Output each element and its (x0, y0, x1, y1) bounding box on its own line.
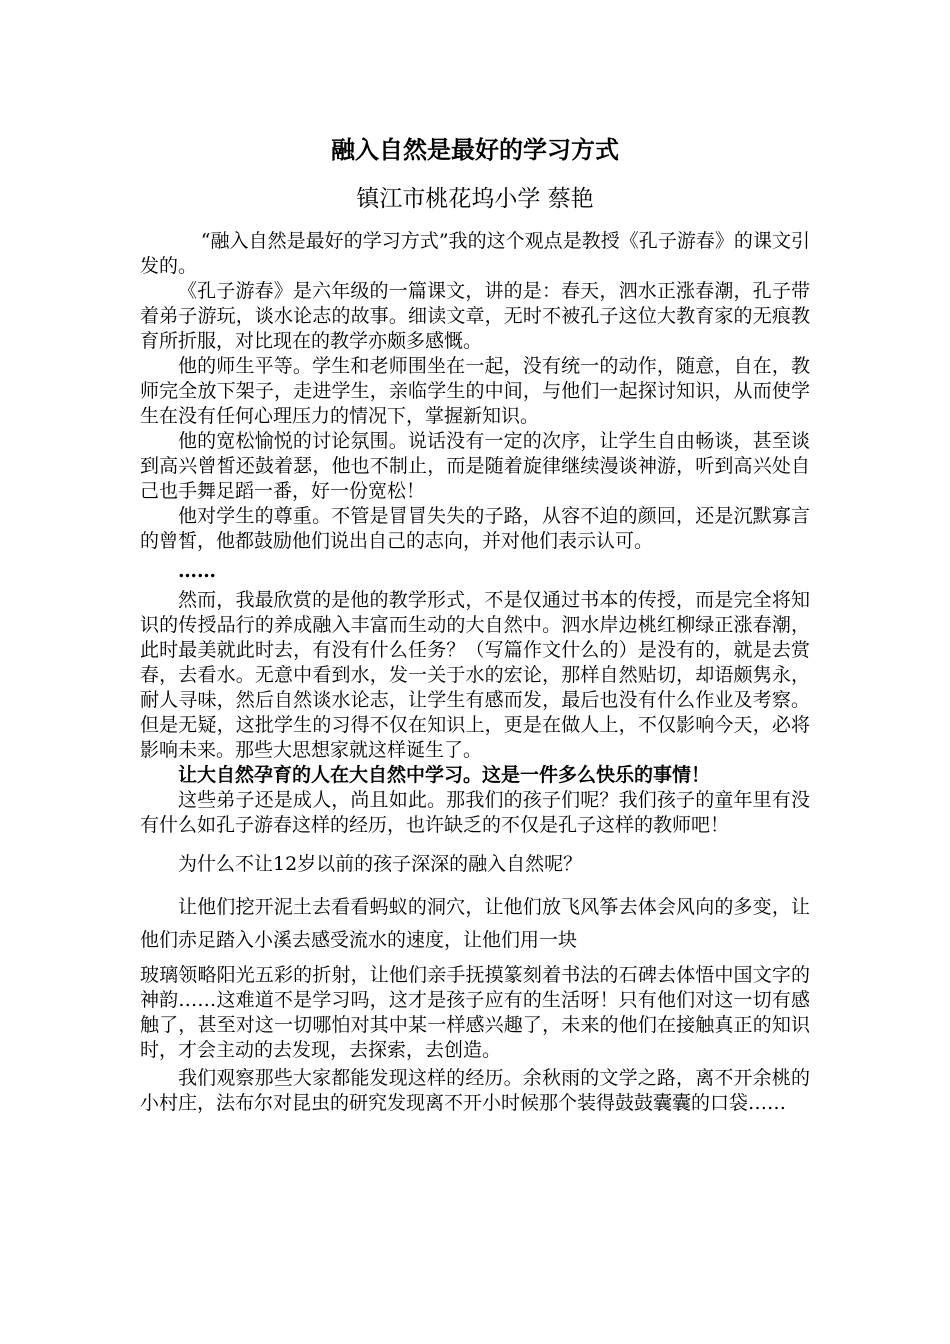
document-title: 融入自然是最好的学习方式 (331, 136, 619, 164)
paragraph-lesson-summary: 《孔子游春》是六年级的一篇课文，讲的是：春天，泗水正涨春潮，孔子带着弟子游玩，谈水论志的故事。细读文章，无时不被孔子这位大教育家的无痕教育所折服，对比现在的教学亦颇多感慨。 (140, 280, 810, 352)
document-body (140, 229, 810, 1116)
paragraph-question: 为什么不让12岁以前的孩子深深的融入自然呢？ (178, 853, 583, 875)
paragraph-activities: 让他们挖开泥土去看看蚂蚁的洞穴，让他们放飞风筝去体会风向的多变，让他们赤足踏入小溪去感受流水的速度，让他们用一块 (140, 896, 810, 951)
paragraph-equality: 他的师生平等。学生和老师围坐在一起，没有统一的动作，随意，自在，教师完全放下架子，走进学生，亲临学生的中间，与他们一起探讨知识，从而使学生在没有任何心理压力的情况下，掌握新知识。 (140, 355, 810, 427)
paragraph-activities-continued: 玻璃领略阳光五彩的折射，让他们亲手抚摸篆刻着书法的石碑去体悟中国文字的神韵……这难道不是学习吗，这才是孩子应有的生活呀！只有他们对这一切有感触了，甚至对这一切哪怕对其中某一样感兴趣了，未来的他们在接触真正的知识时，才会主动的去发现，去探索，去创造。 (140, 964, 810, 1061)
paragraph-respect: 他对学生的尊重。不管是冒冒失失的子路，从容不迫的颜回，还是沉默寡言的曾皙，他都鼓励他们说出自己的志向，并对他们表示认可。 (140, 505, 810, 552)
paragraph-bold-statement: 让大自然孕育的人在大自然中学习。这是一件多么快乐的事情！ (178, 764, 711, 786)
paragraph-teaching-form: 然而，我最欣赏的是他的教学形式，不是仅通过书本的传授，而是完全将知识的传授品行的养成融入丰富而生动的大自然中。泗水岸边桃红柳绿正涨春潮，此时最美就此时去，有没有什么任务？（写篇作文什么的）是没有的，就是去赏春，去看水。无意中看到水，发一关于水的宏论，那样自然贴切，却语颇隽永，耐人寻味，然后自然谈水论志，让学生有感而发，最后也没有什么作业及考察。但是无疑，这批学生的习得不仅在知识上，更是在做人上，不仅影响今天，必将影响未来。那些大思想家就这样诞生了。 (140, 589, 810, 761)
ellipsis-separator: …… (178, 560, 216, 582)
paragraph-our-children: 这些弟子还是成人，尚且如此。那我们的孩子们呢？我们孩子的童年里有没有什么如孔子游春这样的经历，也许缺乏的不仅是孔子这样的教师吧！ (140, 789, 810, 836)
paragraph-atmosphere: 他的宽松愉悦的讨论氛围。说话没有一定的次序，让学生自由畅谈，甚至谈到高兴曾皙还鼓着瑟，他也不制止，而是随着旋律继续漫谈神游，听到高兴处自己也手舞足蹈一番，好一份宽松！ (140, 430, 810, 502)
paragraph-intro: “融入自然是最好的学习方式”我的这个观点是教授《孔子游春》的课文引发的。 (140, 230, 810, 277)
paragraph-examples: 我们观察那些大家都能发现这样的经历。余秋雨的文学之路，离不开余桃的小村庄，法布尔对昆虫的研究发现离不开小时候那个装得鼓鼓囊囊的口袋…… (140, 1067, 810, 1114)
document-author: 镇江市桃花坞小学 蔡艳 (356, 186, 594, 212)
